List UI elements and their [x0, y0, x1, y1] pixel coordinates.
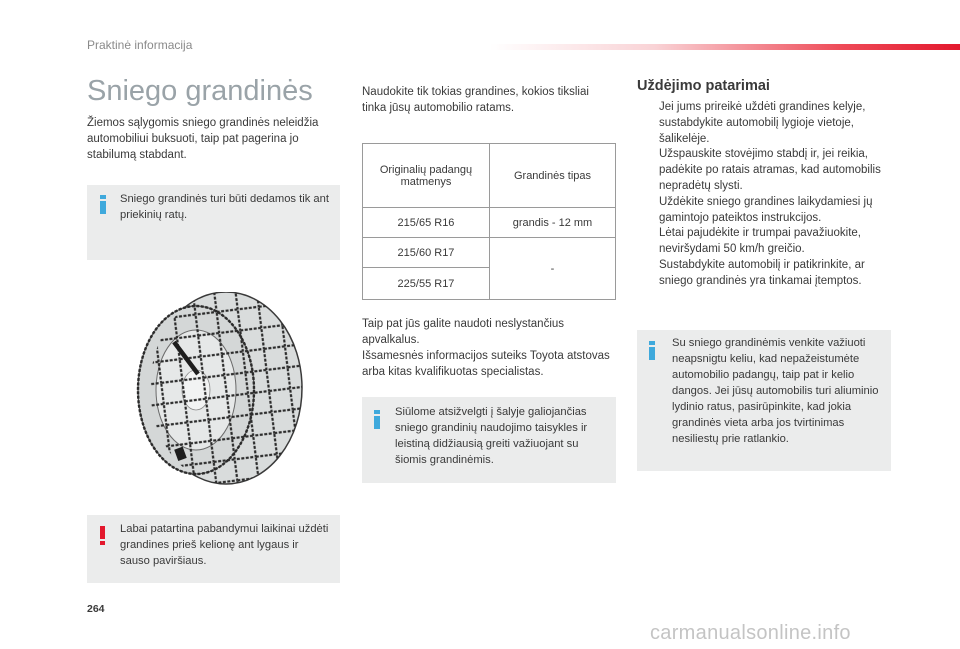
- list-item: Uždėkite sniego grandines laikydamiesi jų gamintojo pateiktos instrukcijos.: [659, 195, 873, 224]
- table-header-tire-size: Originalių padangų matmenys: [363, 144, 490, 208]
- middle-intro: Naudokite tik tokias grandines, kokios tiksliai tinka jūsų automobilio ratams.: [362, 86, 589, 114]
- info-icon: [100, 195, 106, 214]
- table-header-chain-type: Grandinės tipas: [490, 144, 616, 208]
- snow-chain-tire-illustration: [118, 292, 308, 488]
- chain-size-table: [362, 143, 616, 300]
- section-label: Praktinė informacija: [87, 38, 193, 52]
- list-item: Lėtai pajudėkite ir trumpai pavažiuokite, neviršydami 50 km/h greičio.: [659, 227, 862, 256]
- table-cell-type: -: [490, 238, 616, 300]
- table-cell-size: 215/65 R16: [363, 208, 490, 238]
- info-icon: [649, 341, 655, 360]
- list-item: Jei jums prireikė uždėti grandines kelyje, sustabdykite automobilį lygioje vietoje, šalikelėje.: [659, 101, 866, 145]
- warning-test-fit: [87, 515, 340, 583]
- warning-icon: [100, 526, 106, 545]
- section-heading: Uždėjimo patarimai: [637, 78, 770, 94]
- middle-text-covers: Taip pat jūs galite naudoti neslystančius apvalkalus.: [362, 318, 565, 346]
- info-icon: [374, 410, 380, 429]
- info-note-text: Sniego grandinės turi būti dedamos tik ant priekinių ratų.: [120, 193, 329, 221]
- info-note-regulations: [362, 397, 616, 483]
- info-note-front-wheels: [87, 185, 340, 260]
- list-item: Užspauskite stovėjimo stabdį ir, jei reikia, padėkite po ratais atramas, kad automobilis nepradėtų slysti.: [659, 148, 881, 192]
- table-cell-size: 215/60 R17: [363, 238, 490, 268]
- table-cell-type: grandis - 12 mm: [490, 208, 616, 238]
- info-note-text: Siūlome atsižvelgti į šalyje galiojančias sniego grandinių naudojimo taisykles ir leistiną didžiausią greiti važiuojant su šiomis grandinėmis.: [395, 406, 588, 466]
- page-number: 264: [87, 603, 105, 615]
- warning-text: Labai patartina pabandymui laikinai uždėti grandines prieš kelionę ant lygaus ir sauso paviršiaus.: [120, 523, 329, 567]
- page-title: Sniego grandinės: [87, 75, 313, 107]
- watermark: carmanualsonline.info: [650, 622, 851, 644]
- info-note-text: Su sniego grandinėmis venkite važiuoti neapsnigtu keliu, kad nepažeistumėte automobilio padangų, taip pat ir kelio dangos. Jei jūsų automobilis turi aliuminio lydinio ratus, pasirūpinkite, kad jokia grandinės vieta arba jos tvirtinimas nesiliestų prie ratlankio.: [672, 337, 879, 445]
- tips-list: [637, 100, 892, 290]
- table-cell-size: 225/55 R17: [363, 268, 490, 300]
- info-note-alloy-wheels: [637, 330, 891, 471]
- middle-text-dealer: Išsamesnės informacijos suteiks Toyota atstovas arba kitas kvalifikuotas specialistas.: [362, 350, 610, 378]
- list-item: Sustabdykite automobilį ir patikrinkite, ar sniego grandinės yra tinkamai įtemptos.: [659, 258, 865, 287]
- header-accent-bar: [490, 44, 960, 50]
- intro-text: Žiemos sąlygomis sniego grandinės neleidžia automobiliui buksuoti, taip pat pagerina jo stabilumą stabdant.: [87, 117, 319, 161]
